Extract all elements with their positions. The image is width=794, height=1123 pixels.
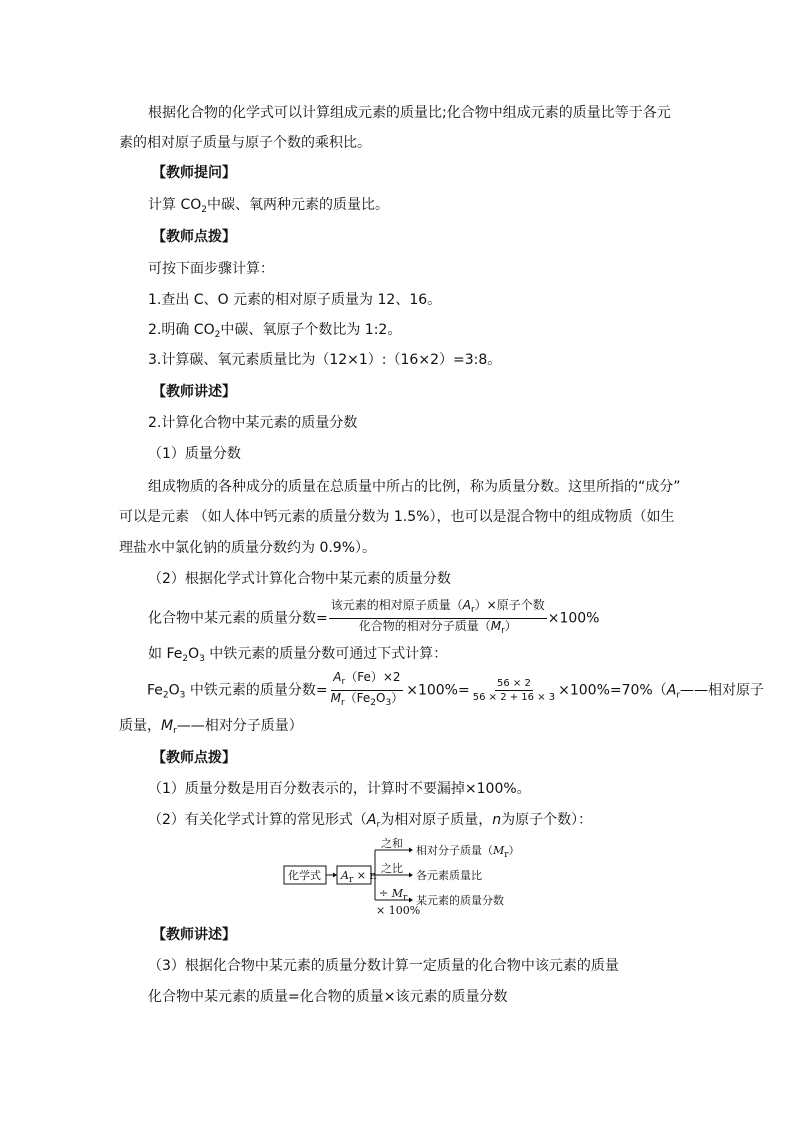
section-2-title: 2.计算化合物中某元素的质量分数 (148, 415, 358, 431)
heading-teacher-tip-2: 【教师点拨】 (152, 750, 236, 766)
diagram-out-mass-ratio: 各元素质量比 (416, 869, 482, 882)
subsection-2-title: （2）根据化学式计算化合物中某元素的质量分数 (148, 571, 451, 587)
intro-paragraph-line-2: 素的相对原子质量与原子个数的乘积比。 (119, 135, 371, 151)
tip-2-item-2: （2）有关化学式计算的常见形式（$A_r$为相对原子质量，n为原子个数）： (148, 812, 593, 830)
question-text: 计算 $CO_2$中碳、氧两种元素的质量比。 (148, 197, 389, 215)
mass-fraction-definition-line-1: 组成物质的各种成分的质量在总质量中所占的比例，称为质量分数。这里所指的“成分” (148, 479, 681, 495)
step-2: 2.明确 $CO_2$中碳、氧原子个数比为 1:2。 (148, 322, 402, 340)
diagram-op-sum: 之和 (381, 837, 403, 850)
diagram-op-divide-mr: ÷ $M_r$ (379, 887, 408, 903)
tip-intro: 可按下面步骤计算： (148, 261, 274, 277)
tip-2-item-1: （1）质量分数是用百分数表示的，计算时不要漏掉×100%。 (148, 781, 531, 797)
example-fraction-symbolic: $\frac{A_r(Fe)\times 2}{M_r(Fe_2O_3)}$ (330, 670, 404, 708)
mass-fraction-formula: 化合物中某元素的质量分数= $\frac{该元素的相对原子质量(A_r)\times 原子个数}{化合物的相对分子质量(M_r)}$ ×100% (148, 598, 600, 639)
step-1: 1.查出 C、O 元素的相对原子质量为 12、16。 (148, 292, 442, 308)
mass-fraction-definition-line-3: 理盐水中氯化钠的质量分数约为 0.9%）。 (119, 540, 377, 556)
formula-fraction: $\frac{该元素的相对原子质量(A_r)\times 原子个数}{化合物的相对分子质量(M_r)}$ (330, 598, 545, 636)
heading-teacher-question: 【教师提问】 (152, 165, 236, 181)
example-calculation-line-2: 质量，$M_r——$相对分子质量） (119, 718, 303, 736)
example-intro: 如 $Fe_2O_3$ 中铁元素的质量分数可通过下式计算： (148, 646, 448, 664)
element-mass-formula: 化合物中某元素的质量=化合物的质量×该元素的质量分数 (148, 989, 508, 1005)
diagram-out-molecular-mass: 相对分子质量$(M_r)$ (416, 844, 520, 860)
heading-teacher-lecture-1: 【教师讲述】 (152, 384, 236, 400)
diagram-out-mass-fraction: 某元素的质量分数 (416, 894, 504, 907)
example-fraction-numeric: $\frac{56 \times 2}{56 \times 2 + 16 \times 3}$ (472, 678, 556, 703)
example-calculation: $Fe_2O_3$ 中铁元素的质量分数= $\frac{A_r(Fe)\times 2}{M_r(Fe_2O_3)}$ ×100%= $\frac{56 \times 2}{56 \times 2 + 16 \times 3}$ $\times 100\%=70\%(A_r——$相对原子 (147, 670, 764, 713)
diagram-op-ratio: 之比 (381, 862, 403, 875)
chemical-formula-calculation-diagram (283, 838, 523, 920)
diagram-op-times-100: × 100% (376, 904, 421, 917)
step-3: 3.计算碳、氧元素质量比为（12×1）:（16×2）=3:8。 (148, 352, 502, 368)
subsection-3-title: （3）根据化合物中某元素的质量分数计算一定质量的化合物中该元素的质量 (148, 958, 619, 974)
intro-paragraph-line-1: 根据化合物的化学式可以计算组成元素的质量比;化合物中组成元素的质量比等于各元 (148, 105, 671, 121)
mass-fraction-definition-line-2: 可以是元素 （如人体中钙元素的质量分数为 1.5%），也可以是混合物中的组成物质（如生 (119, 509, 675, 525)
diagram-box-chemical-formula: 化学式 (288, 869, 321, 882)
diagram-box-ar-times-n: $A_r \times n$ (341, 869, 377, 885)
heading-teacher-lecture-2: 【教师讲述】 (152, 927, 236, 943)
heading-teacher-tip-1: 【教师点拨】 (152, 229, 236, 245)
subsection-1-title: （1）质量分数 (148, 446, 241, 462)
